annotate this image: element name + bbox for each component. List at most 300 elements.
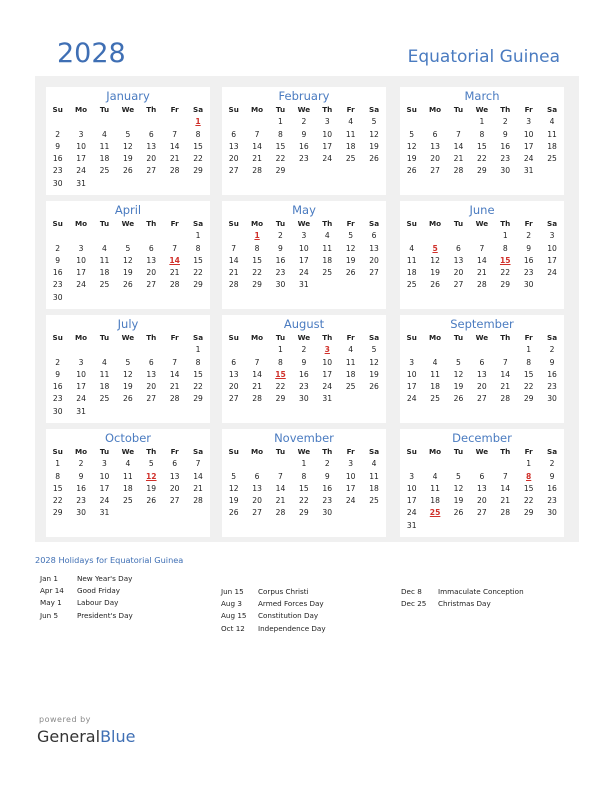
weekday-label: Sa	[547, 105, 558, 114]
day-cell: 30	[52, 292, 63, 302]
month-name: February	[278, 89, 330, 103]
holiday-day-cell: 3	[324, 345, 330, 355]
day-cell: 27	[369, 268, 379, 278]
day-cell: 20	[453, 268, 464, 278]
day-cell: 2	[55, 243, 61, 253]
day-cell: 23	[52, 166, 63, 176]
empty-cell	[163, 230, 186, 242]
day-cell: 23	[299, 382, 309, 392]
day-cell: 29	[299, 508, 309, 518]
weekday-label: We	[121, 219, 135, 228]
day-cell: 30	[299, 394, 309, 404]
day-cell: 5	[371, 345, 377, 355]
day-cell: 14	[193, 471, 203, 481]
day-cell: 13	[369, 243, 379, 253]
empty-cell	[494, 520, 517, 532]
day-cell: 21	[453, 154, 464, 164]
day-cell: 9	[301, 357, 307, 367]
empty-cell	[470, 458, 493, 470]
day-cell: 15	[193, 255, 203, 265]
day-cell: 9	[549, 357, 555, 367]
day-cell: 17	[76, 268, 86, 278]
day-cell: 29	[523, 394, 534, 404]
day-cell: 20	[369, 255, 379, 265]
day-cell: 24	[299, 268, 309, 278]
day-cell: 24	[345, 496, 356, 506]
empty-cell	[140, 230, 163, 242]
day-cell: 29	[523, 508, 534, 518]
day-cell: 9	[55, 255, 61, 265]
holiday-item	[401, 598, 524, 610]
weekday-label: Su	[406, 447, 417, 456]
day-cell: 13	[146, 141, 157, 151]
day-cell: 18	[322, 255, 333, 265]
day-cell: 26	[123, 166, 133, 176]
day-cell: 31	[523, 166, 534, 176]
day-cell: 6	[432, 129, 438, 139]
weekday-label: Th	[146, 333, 157, 342]
weekday-label: Th	[322, 333, 333, 342]
day-cell: 13	[169, 471, 180, 481]
day-cell: 12	[453, 369, 464, 379]
week-row	[400, 116, 564, 128]
holiday-item	[221, 610, 326, 622]
day-cell: 19	[228, 496, 239, 506]
day-cell: 11	[99, 369, 110, 379]
month-name: May	[292, 203, 316, 217]
day-cell: 23	[52, 280, 63, 290]
empty-cell	[163, 344, 186, 356]
empty-cell	[423, 458, 446, 470]
day-cell: 21	[169, 382, 180, 392]
day-cell: 31	[406, 520, 417, 530]
day-cell: 11	[99, 141, 110, 151]
day-cell: 23	[322, 496, 333, 506]
day-cell: 1	[526, 345, 532, 355]
day-cell: 19	[123, 154, 133, 164]
day-cell: 3	[102, 459, 107, 469]
day-cell: 20	[228, 154, 239, 164]
weekday-label: Sa	[193, 333, 204, 342]
week-row	[400, 357, 564, 369]
day-cell: 8	[195, 357, 201, 367]
day-cell: 10	[547, 243, 557, 253]
day-cell: 16	[523, 255, 534, 265]
empty-cell	[46, 344, 69, 356]
weekday-label: Sa	[369, 447, 380, 456]
holiday-date: Jun 15	[221, 587, 244, 596]
week-row	[222, 495, 386, 507]
day-cell: 24	[406, 394, 417, 404]
day-cell: 28	[500, 508, 511, 518]
month-name: June	[469, 203, 495, 217]
day-cell: 27	[146, 394, 157, 404]
holiday-name: Christmas Day	[438, 599, 491, 609]
day-cell: 7	[231, 243, 237, 253]
day-cell: 25	[345, 382, 356, 392]
empty-cell	[140, 406, 163, 418]
day-cell: 28	[500, 394, 511, 404]
day-cell: 28	[228, 280, 239, 290]
week-row	[400, 230, 564, 242]
day-cell: 16	[299, 369, 309, 379]
week-row	[46, 230, 210, 242]
brand-logo[interactable]	[37, 727, 135, 746]
week-row	[222, 344, 386, 356]
month-february	[222, 87, 386, 195]
day-cell: 14	[453, 141, 464, 151]
day-cell: 16	[52, 268, 63, 278]
day-cell: 3	[78, 129, 84, 139]
day-cell: 10	[523, 129, 534, 139]
weekday-label: Mo	[429, 219, 442, 228]
week-row	[400, 458, 564, 470]
day-cell: 29	[275, 166, 286, 176]
month-july	[46, 315, 210, 423]
day-cell: 28	[275, 508, 286, 518]
day-cell: 18	[345, 369, 356, 379]
week-row	[400, 165, 564, 177]
week-row	[222, 141, 386, 153]
month-grid	[46, 218, 210, 304]
month-name: July	[117, 317, 139, 331]
empty-cell	[362, 279, 385, 291]
day-cell: 4	[102, 129, 107, 139]
day-cell: 28	[193, 496, 203, 506]
weekday-label: Tu	[453, 333, 464, 342]
week-row	[222, 483, 386, 495]
day-cell: 21	[275, 496, 286, 506]
day-cell: 25	[99, 280, 110, 290]
month-december	[400, 429, 564, 537]
holiday-date: Aug 15	[221, 611, 247, 621]
weekday-label: Su	[52, 219, 63, 228]
day-cell: 21	[169, 154, 180, 164]
week-row	[400, 129, 564, 141]
week-row	[222, 279, 386, 291]
day-cell: 3	[549, 231, 555, 241]
day-cell: 6	[148, 357, 154, 367]
weekday-label: Mo	[251, 219, 264, 228]
day-cell: 6	[479, 471, 485, 481]
day-cell: 19	[369, 369, 379, 379]
week-row	[400, 344, 564, 356]
month-grid	[222, 332, 386, 406]
day-cell: 8	[301, 471, 307, 481]
day-cell: 4	[409, 243, 415, 253]
weekday-label: Sa	[369, 219, 380, 228]
day-cell: 20	[252, 496, 262, 506]
day-cell: 22	[193, 154, 203, 164]
week-row	[400, 507, 564, 519]
weekday-label: Th	[322, 219, 333, 228]
day-cell: 2	[301, 117, 307, 127]
day-cell: 7	[502, 471, 508, 481]
empty-cell	[339, 393, 362, 405]
weekday-label: Fr	[524, 105, 533, 114]
weekday-label: Sa	[547, 219, 558, 228]
day-cell: 5	[148, 459, 154, 469]
day-cell: 29	[193, 166, 203, 176]
day-cell: 17	[406, 382, 417, 392]
day-cell: 16	[52, 154, 63, 164]
day-cell: 5	[456, 471, 461, 481]
empty-cell	[400, 116, 423, 128]
week-row	[46, 116, 210, 128]
day-cell: 15	[193, 141, 203, 151]
year-title: 2028	[57, 38, 126, 69]
day-cell: 6	[172, 459, 178, 469]
day-cell: 20	[477, 496, 487, 506]
day-cell: 27	[477, 508, 487, 518]
holiday-name: Immaculate Conception	[438, 587, 524, 596]
day-cell: 30	[547, 508, 557, 518]
powered-by-label: powered by	[39, 715, 91, 724]
day-cell: 22	[52, 496, 63, 506]
day-cell: 17	[322, 141, 333, 151]
week-row	[46, 153, 210, 165]
holiday-column	[221, 586, 326, 635]
day-cell: 12	[453, 483, 464, 493]
day-cell: 18	[406, 268, 417, 278]
holiday-item	[40, 585, 133, 597]
month-grid	[46, 446, 210, 520]
day-cell: 23	[76, 496, 86, 506]
brand-general: General	[37, 727, 101, 746]
day-cell: 16	[547, 369, 557, 379]
month-january	[46, 87, 210, 195]
week-row	[400, 141, 564, 153]
week-row	[400, 267, 564, 279]
day-cell: 13	[228, 369, 239, 379]
day-cell: 2	[55, 357, 61, 367]
week-row	[400, 153, 564, 165]
weekday-label: Fr	[346, 219, 355, 228]
day-cell: 5	[125, 129, 131, 139]
day-cell: 27	[228, 394, 239, 404]
day-cell: 27	[430, 166, 440, 176]
week-row	[46, 495, 210, 507]
empty-cell	[69, 344, 92, 356]
day-cell: 22	[193, 382, 203, 392]
day-cell: 20	[146, 268, 157, 278]
holiday-name: Labour Day	[77, 598, 119, 608]
day-cell: 25	[99, 166, 110, 176]
empty-cell	[400, 344, 423, 356]
empty-cell	[245, 344, 268, 356]
weekday-label: Mo	[251, 447, 264, 456]
day-cell: 22	[500, 268, 511, 278]
month-name: August	[283, 317, 325, 331]
weekday-label: Mo	[75, 105, 88, 114]
week-row	[222, 369, 386, 381]
holiday-item	[221, 623, 326, 635]
day-cell: 10	[322, 357, 333, 367]
week-row	[400, 520, 564, 532]
day-cell: 25	[430, 394, 440, 404]
day-cell: 27	[146, 280, 157, 290]
weekday-label: Mo	[75, 447, 88, 456]
weekday-label: We	[297, 333, 311, 342]
day-cell: 26	[453, 394, 464, 404]
week-row	[222, 393, 386, 405]
day-cell: 5	[371, 117, 377, 127]
day-cell: 5	[125, 357, 131, 367]
weekday-header	[222, 332, 386, 344]
day-cell: 30	[76, 508, 86, 518]
week-row	[46, 458, 210, 470]
holiday-item	[40, 573, 133, 585]
empty-cell	[163, 507, 186, 519]
day-cell: 10	[76, 255, 86, 265]
weekday-label: Fr	[170, 333, 179, 342]
week-row	[46, 243, 210, 255]
weekday-label: Sa	[369, 105, 380, 114]
empty-cell	[140, 178, 163, 190]
holiday-item	[221, 586, 326, 598]
day-cell: 17	[76, 382, 86, 392]
empty-cell	[447, 344, 470, 356]
day-cell: 30	[322, 508, 333, 518]
month-grid	[46, 332, 210, 418]
day-cell: 23	[547, 382, 557, 392]
weekday-label: We	[121, 105, 135, 114]
holiday-column	[40, 573, 133, 622]
day-cell: 15	[252, 255, 262, 265]
empty-cell	[362, 165, 385, 177]
weekday-label: Su	[52, 105, 63, 114]
day-cell: 3	[409, 471, 415, 481]
day-cell: 18	[345, 141, 356, 151]
empty-cell	[116, 292, 139, 304]
week-row	[46, 393, 210, 405]
empty-cell	[93, 116, 116, 128]
empty-cell	[292, 165, 315, 177]
day-cell: 25	[345, 154, 356, 164]
empty-cell	[447, 230, 470, 242]
month-name: November	[274, 431, 334, 445]
weekday-label: Su	[228, 105, 239, 114]
day-cell: 10	[345, 471, 356, 481]
weekday-label: We	[297, 219, 311, 228]
holiday-name: New Year's Day	[77, 574, 133, 583]
weekday-label: Fr	[346, 447, 355, 456]
country-title: Equatorial Guinea	[407, 47, 560, 67]
day-cell: 19	[123, 382, 133, 392]
day-cell: 4	[432, 357, 438, 367]
week-row	[400, 255, 564, 267]
day-cell: 18	[547, 141, 557, 151]
weekday-label: We	[297, 105, 311, 114]
week-row	[222, 255, 386, 267]
empty-cell	[69, 230, 92, 242]
month-name: March	[464, 89, 500, 103]
day-cell: 20	[146, 154, 157, 164]
empty-cell	[116, 230, 139, 242]
empty-cell	[93, 178, 116, 190]
day-cell: 4	[348, 345, 354, 355]
week-row	[222, 116, 386, 128]
weekday-label: Tu	[99, 333, 110, 342]
day-cell: 11	[406, 255, 417, 265]
month-name: December	[452, 431, 512, 445]
day-cell: 12	[369, 129, 379, 139]
week-row	[46, 141, 210, 153]
weekday-label: Tu	[453, 105, 464, 114]
empty-cell	[316, 165, 339, 177]
day-cell: 3	[78, 357, 84, 367]
day-cell: 13	[228, 141, 239, 151]
weekday-label: We	[121, 447, 135, 456]
week-row	[222, 471, 386, 483]
holiday-date: Jan 1	[40, 574, 58, 583]
day-cell: 6	[148, 243, 154, 253]
weekday-label: Fr	[346, 333, 355, 342]
weekday-label: We	[475, 105, 489, 114]
day-cell: 24	[547, 268, 557, 278]
holiday-item	[40, 610, 133, 622]
day-cell: 1	[479, 117, 485, 127]
weekday-label: Th	[146, 219, 157, 228]
holiday-day-cell: 12	[145, 471, 157, 481]
empty-cell	[116, 507, 139, 519]
holiday-day-cell: 1	[195, 117, 201, 127]
day-cell: 21	[252, 382, 262, 392]
weekday-header	[46, 104, 210, 116]
week-row	[46, 344, 210, 356]
day-cell: 3	[78, 243, 84, 253]
week-row	[46, 292, 210, 304]
empty-cell	[222, 458, 245, 470]
day-cell: 6	[148, 129, 154, 139]
week-row	[400, 393, 564, 405]
day-cell: 12	[345, 243, 356, 253]
month-grid	[222, 446, 386, 520]
weekday-label: Tu	[275, 105, 286, 114]
empty-cell	[245, 458, 268, 470]
empty-cell	[140, 116, 163, 128]
day-cell: 30	[52, 178, 63, 188]
day-cell: 24	[76, 394, 86, 404]
month-grid	[222, 218, 386, 292]
day-cell: 14	[252, 141, 262, 151]
empty-cell	[316, 279, 339, 291]
day-cell: 28	[477, 280, 487, 290]
week-row	[400, 279, 564, 291]
day-cell: 30	[275, 280, 286, 290]
empty-cell	[339, 507, 362, 519]
day-cell: 15	[275, 141, 286, 151]
weekday-label: Su	[406, 105, 417, 114]
weekday-label: Mo	[429, 105, 442, 114]
day-cell: 14	[228, 255, 239, 265]
weekday-label: Sa	[547, 447, 558, 456]
weekday-header	[222, 218, 386, 230]
day-cell: 21	[228, 268, 239, 278]
weekday-label: Th	[322, 105, 333, 114]
day-cell: 13	[430, 141, 440, 151]
day-cell: 4	[371, 459, 377, 469]
week-row	[46, 406, 210, 418]
empty-cell	[423, 520, 446, 532]
empty-cell	[362, 507, 385, 519]
empty-cell	[423, 116, 446, 128]
day-cell: 18	[99, 154, 110, 164]
day-cell: 4	[432, 471, 438, 481]
empty-cell	[186, 292, 209, 304]
weekday-label: Mo	[429, 333, 442, 342]
weekday-label: Mo	[251, 105, 264, 114]
